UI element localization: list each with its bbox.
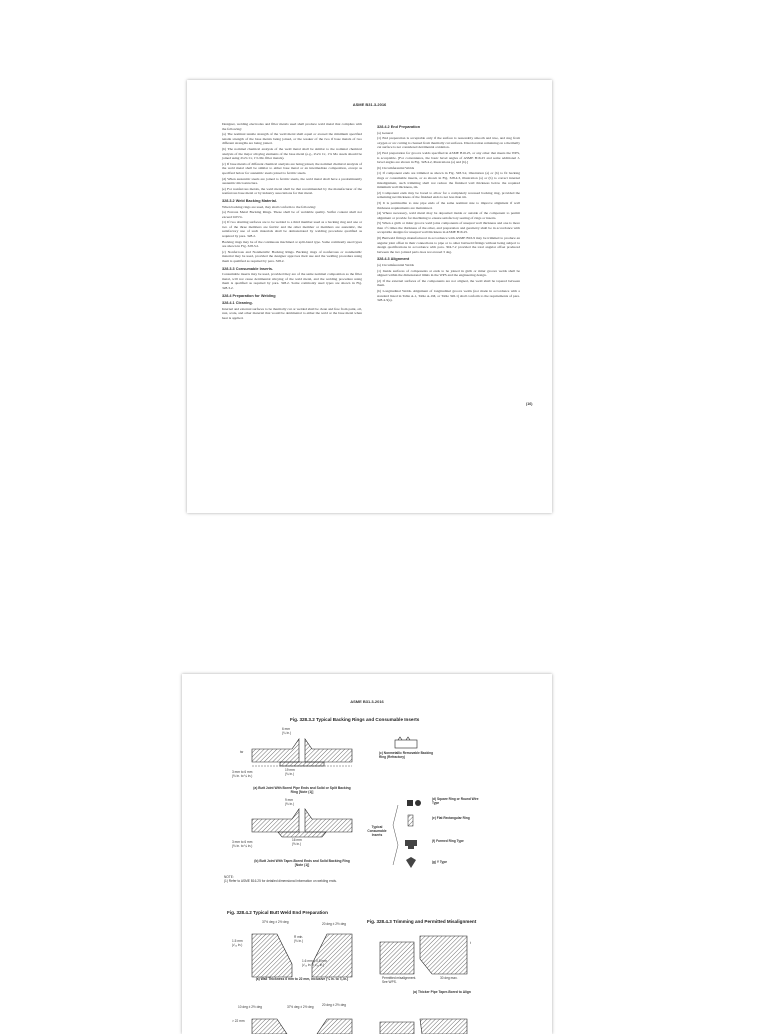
removable-ring-icon (395, 740, 417, 748)
drawing-end-prep-b (252, 1019, 352, 1034)
dim-label: (¹⁄₁₆ in.) (232, 943, 243, 947)
dim-label: (⅛ in. to ¼ in.) (232, 844, 253, 848)
dim-label: R min. (294, 935, 304, 939)
paragraph: (1) If two abutting surfaces are to be welded to a third member used as a backing ring and one or two of the three members are ferritic and the other member or members are austenitic, the satisfactory use of such materials shall be demonstrated by welding procedure qualified as required by para. 328.2. (222, 220, 362, 239)
dim-label: tw (240, 750, 244, 754)
figure-title: Fig. 328.4.2 Typical Butt Weld End Preparation (227, 910, 328, 915)
paragraph: (b) Longitudinal Welds. Alignment of longitudinal groove welds (not made in accordance with a standard listed in Table A-1, Table A-1M, or Table 326.1) shall conform to the requirements of para. 328.4.3(a). (377, 289, 520, 303)
insert-label: (f) Formed Ring Type (432, 839, 464, 843)
figure-title: Fig. 328.4.3 Trimming and Permitted Misalignment (367, 919, 477, 924)
text-column-right (377, 122, 520, 304)
dim-label: (⅛ in. to ¼ in.) (232, 774, 253, 778)
paragraph: (a) Circumferential Welds (377, 263, 414, 268)
note-heading: NOTE: (224, 875, 234, 879)
dim-label: 16 mm (292, 838, 302, 842)
figure-caption: (a) Butt Joint With Bored Pipe Ends and Solid or Split Backing Ring [Note (1)] (253, 786, 351, 794)
section-heading: 328.4.2 End Preparation (377, 125, 421, 129)
dim-label: (⅛ in.) (294, 939, 304, 943)
revision-margin-mark: (16) (526, 402, 533, 406)
insert-label: (d) Square Ring or Round Wire Type (432, 797, 479, 805)
dim-label: t (470, 941, 471, 945)
insert-label: (g) Y Type (432, 860, 448, 864)
paragraph: When backing rings are used, they shall conform to the following: (222, 204, 317, 209)
dim-label: 20 deg ± 2½ deg (322, 922, 346, 926)
paragraph: (1) Inside surfaces of components at ends to be joined in girth or miter groove welds shall be aligned within the dimensional limits in the WPS and the engineering design. (377, 268, 520, 278)
paragraph: (a) The nominal tensile strength of the weld metal shall equal or exceed the minimum specified tensile strength of the base metals being joined, or the weaker of the two if base metals of two different strengths are being joined. (222, 132, 362, 146)
dim-label: 19 mm (285, 768, 295, 772)
paragraph: (e) For nonferrous metals, the weld metal shall be that recommended by the manufacturer of the nonferrous base metal or by industry associations for that metal. (222, 186, 362, 196)
section-heading: 328.4.1 Cleaning. (222, 301, 253, 306)
figure-caption: (a) Thicker Pipe Taper-Bored to Align (413, 990, 471, 994)
dim-label: Permitted misalignment. See WPS. (382, 976, 417, 984)
dim-label: (⅝ in.) (292, 842, 302, 846)
document-page-1 (187, 80, 552, 513)
figure-caption: (a) Wall Thickness 6 mm to 22 mm, Inclusive (¼ in. to ⅞ in.) (255, 977, 349, 981)
y-insert-icon (406, 857, 416, 868)
drawing-butt-joint-taper (252, 809, 352, 837)
paragraph: (a) General (377, 130, 394, 135)
section-heading: 328.4.3 Alignment (377, 257, 410, 262)
insert-label: (e) Flat Rectangular Ring (432, 816, 470, 820)
insert-group-label: Typical Consumable Inserts (367, 825, 387, 837)
section-heading: 328.4 Preparation for Welding (222, 293, 276, 298)
dim-label: 30 deg max. (440, 976, 458, 980)
figure-drawings (182, 674, 552, 1034)
paragraph: (1) If component ends are trimmed as shown in Fig. 328.3.2, illustration (a) or (b) to fit backing rings or consumable inserts, or as shown in Fig. 328.4.3, illustration (a) or (b) to correct internal misalignment, such trimming shall not reduce the finished wall thickness below the required minimum wall thickness, tm. (377, 171, 520, 190)
dim-label: 1.6 mm ± 0.8 mm (302, 959, 327, 963)
figure-title: Fig. 328.3.2 Typical Backing Rings and Consumable Inserts (290, 717, 420, 722)
document-page-2 (182, 674, 552, 1034)
dim-label: > 22 mm (232, 1019, 245, 1023)
paragraph: (2) End preparation for groove welds specified in ASME B16.25, or any other that meets the WPS, is acceptable. [For convenience, the basic bevel angles of ASME B16.25 and some additional J-bevel angles are shown in Fig. 328.4.2, illustrations (a) and (b).] (377, 150, 520, 165)
dim-label: 37½ deg ± 2½ deg (287, 1005, 314, 1009)
formed-insert-icon (405, 840, 417, 849)
dim-label: (¹⁄₁₆ in. ± ¹⁄₃₂ in.) (302, 963, 325, 967)
page-header: ASME B31.3-2016 (352, 102, 387, 107)
text-column-left (222, 122, 362, 322)
dim-label: (¼ in.) (282, 731, 292, 735)
dim-label: 1.5 mm (232, 939, 243, 943)
paragraph: (c) Nonferrous and Nonmetallic Backing Rings. Backing rings of nonferrous or nonmetallic material may be used, provided the designer approves their use and the welding procedure using them is qualified as required by para. 328.2. (222, 249, 362, 264)
figure-caption: (b) Butt Joint With Taper-Bored Ends and Solid Backing Ring [Note (1)] (254, 859, 350, 867)
paragraph: (b) Circumferential Welds (377, 165, 415, 170)
dim-label: (⅜ in.) (285, 802, 295, 806)
dim-label: 10 deg ± 2½ deg (238, 1005, 262, 1009)
dim-label: 3 mm to 6 mm (232, 840, 253, 844)
paragraph: Consumable inserts may be used, provided they are of the same nominal composition as the filler metal, will not cause detrimental alloying of the weld metal, and the welding procedure using them is qualified as required by para. 328.2. Some commonly used types are shown in Fig. 328.3.2. (222, 272, 362, 290)
paragraph: (4) Where necessary, weld metal may be deposited inside or outside of the component to permit alignment or provide for machining to ensure satisfactory seating of rings or inserts. (377, 211, 520, 220)
drawing-trimming (380, 936, 467, 1034)
square-insert-icon (407, 800, 413, 806)
insert-label: (c) Nonmetallic Removable Backing Ring (Refractory) (379, 751, 434, 759)
dim-label: 9 mm (285, 798, 293, 802)
dim-label: 20 deg ± 2½ deg (322, 1003, 346, 1007)
paragraph: Designer, welding electrodes and filler metals used shall produce weld metal that complies with the following: (222, 122, 362, 131)
dim-label: 3 mm to 6 mm (232, 770, 253, 774)
paragraph: (5) When a girth or miter groove weld joins components of unequal wall thickness and one is more than 1½ times the thickness of the other, end preparation and geometry shall be in accordance with acceptable designs for unequal wall thickness in ASME B16.25. (377, 221, 520, 235)
drawing-butt-joint-bored (252, 739, 352, 766)
paragraph: (a) Ferrous Metal Backing Rings. These shall be of weldable quality. Sulfur content shall not exceed 0.05%. (222, 210, 362, 219)
paragraph: (b) The nominal chemical analysis of the weld metal shall be similar to the nominal chemical analysis of the major alloying elements of the base metal (e.g., 2¼% Cr, 1% Mo steels should be joined using 2¼% Cr, 1% Mo filler metals). (222, 146, 362, 161)
dim-label: 6 mm (282, 727, 290, 731)
paragraph: Internal and external surfaces to be thermally cut or welded shall be clean and free from paint, oil, rust, scale, and other material that would be detrimental to either the weld or the base metal when heat is applied. (222, 306, 362, 320)
paragraph: (c) If base metals of different chemical analysis are being joined, the nominal chemical analysis of the weld metal shall be similar to either base metal or an intermediate composition, except as specified below for austenitic steels joined to ferritic steels. (222, 161, 362, 175)
paragraph: (2) If the external surfaces of the components are not aligned, the weld shall be tapered between them. (377, 278, 520, 288)
section-heading: 328.3.3 Consumable Inserts. (222, 266, 274, 271)
paragraph: Backing rings may be of the continuous machined or split-band type. Some commonly used types are shown in Fig. 328.3.2. (222, 239, 362, 249)
paragraph: (2) Component ends may be bored to allow for a completely recessed backing ring, provided the remaining net thickness of the finished ends is not less than tm. (377, 190, 520, 200)
paragraph: (1) End preparation is acceptable only if the surface is reasonably smooth and true, and slag from oxygen or arc cutting is cleaned from thermally cut surfaces. Discoloration remaining on a thermally cut surface is not considered detrimental oxidation. (377, 136, 520, 150)
section-heading: 328.3.2 Weld Backing Material. (222, 198, 278, 203)
paragraph: (3) It is permissible to size pipe ends of the same nominal size to improve alignment if wall thickness requirements are maintained. (377, 200, 520, 210)
page-header: ASME B31.3-2016 (350, 699, 384, 704)
note-text: (1) Refer to ASME B16.25 for detailed dimensional information on welding ends. (224, 879, 337, 883)
paragraph: (6) Buttweld fittings manufactured in accordance with ASME B16.9 may be trimmed to produce an angular joint offset in their connections to pipe or to other buttweld fittings without being subject to design qualifications in accordance with para. 304.7.2 provided the total angular offset produced between the two jointed parts does not exceed 3 deg. (377, 236, 520, 254)
dim-label: (¾ in.) (285, 772, 295, 776)
dim-label: 37½ deg ± 2½ deg (262, 920, 289, 924)
flat-insert-icon (408, 815, 413, 826)
paragraph: (d) When austenitic steels are joined to ferritic steels, the weld metal shall have a predominantly austenitic microstructure. (222, 176, 362, 186)
